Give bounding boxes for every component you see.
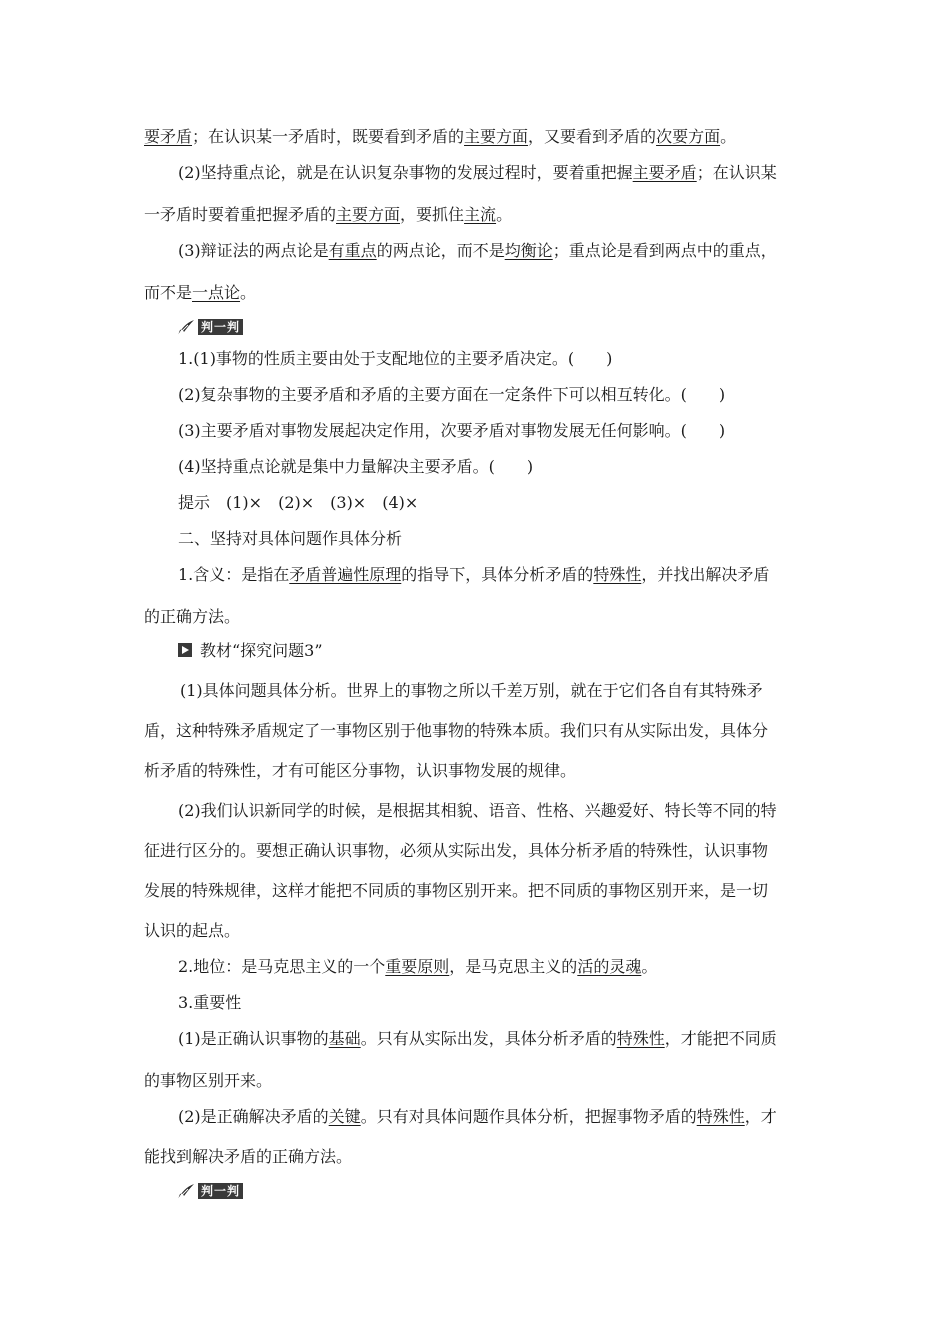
- paragraph-line: 一矛盾时要着重把握矛盾的主要方面，要抓住主流。: [144, 205, 513, 224]
- section-heading: 3.重要性: [178, 993, 242, 1012]
- badge-label: 判一判: [198, 319, 243, 335]
- underlined-term: 关键: [328, 1107, 361, 1126]
- paragraph-line: (1)是正确认识事物的基础。只有从实际出发，具体分析矛盾的特殊性，才能把不同质: [178, 1029, 777, 1048]
- section-heading: 二、坚持对具体问题作具体分析: [178, 529, 403, 548]
- play-icon: [178, 643, 192, 657]
- paragraph-line: 的事物区别开来。: [144, 1071, 273, 1090]
- judge-badge: [176, 318, 243, 336]
- underlined-term: 次要方面: [656, 127, 721, 146]
- paragraph-line: (2)坚持重点论，就是在认识复杂事物的发展过程时，要着重把握主要矛盾；在认识某: [178, 163, 777, 182]
- underlined-term: 要矛盾: [144, 127, 193, 146]
- paragraph-line: 能找到解决矛盾的正确方法。: [144, 1147, 353, 1166]
- paragraph-line: 析矛盾的特殊性，才有可能区分事物，认识事物发展的规律。: [144, 761, 577, 780]
- paragraph-line: (3)辩证法的两点论是有重点的两点论，而不是均衡论；重点论是看到两点中的重点，: [178, 241, 777, 260]
- badge-label: 判一判: [198, 1183, 243, 1199]
- underlined-term: 主要矛盾: [632, 163, 697, 182]
- question-item: (3)主要矛盾对事物发展起决定作用，次要矛盾对事物发展无任何影响。( ): [178, 421, 726, 440]
- underlined-term: 一点论: [192, 283, 241, 302]
- underlined-term: 主要方面: [464, 127, 529, 146]
- paragraph-line: 盾，这种特殊矛盾规定了一事物区别于他事物的特殊本质。我们只有从实际出发，具体分: [144, 721, 769, 740]
- paragraph-line: 要矛盾；在认识某一矛盾时，既要看到矛盾的主要方面，又要看到矛盾的次要方面。: [144, 127, 737, 146]
- question-item: (2)复杂事物的主要矛盾和矛盾的主要方面在一定条件下可以相互转化。( ): [178, 385, 726, 404]
- paragraph-line: 征进行区分的。要想正确认识事物，必须从实际出发，具体分析矛盾的特殊性，认识事物: [144, 841, 769, 860]
- underlined-term: 特殊性: [593, 565, 642, 584]
- underlined-term: 矛盾普遍性原理: [289, 565, 402, 584]
- question-item: 1.(1)事物的性质主要由处于支配地位的主要矛盾决定。( ): [178, 349, 613, 368]
- paragraph-line: 2.地位：是马克思主义的一个重要原则，是马克思主义的活的灵魂。: [178, 957, 658, 976]
- underlined-term: 活的灵魂: [577, 957, 642, 976]
- underlined-term: 主流: [464, 205, 497, 224]
- underlined-term: 特殊性: [696, 1107, 745, 1126]
- paragraph-line: (2)是正确解决矛盾的关键。只有对具体问题作具体分析，把握事物矛盾的特殊性，才: [178, 1107, 777, 1126]
- judge-badge: [176, 1182, 243, 1200]
- paragraph-line: 认识的起点。: [144, 921, 241, 940]
- underlined-term: 重要原则: [385, 957, 450, 976]
- paragraph-line: (1)具体问题具体分析。世界上的事物之所以千差万别，就在于它们各自有其特殊矛: [180, 681, 763, 700]
- quill-icon: [176, 318, 198, 336]
- textbook-heading: 教材“探究问题3”: [178, 640, 323, 662]
- question-item: (4)坚持重点论就是集中力量解决主要矛盾。( ): [178, 457, 534, 476]
- paragraph-line: (2)我们认识新同学的时候，是根据其相貌、语音、性格、兴趣爱好、特长等不同的特: [178, 801, 777, 820]
- paragraph-line: 而不是一点论。: [144, 283, 257, 302]
- underlined-term: 特殊性: [616, 1029, 665, 1048]
- paragraph-line: 1.含义：是指在矛盾普遍性原理的指导下，具体分析矛盾的特殊性，并找出解决矛盾: [178, 565, 770, 584]
- underlined-term: 均衡论: [504, 241, 553, 260]
- quill-icon: [176, 1182, 198, 1200]
- paragraph-line: 的正确方法。: [144, 607, 241, 626]
- paragraph-line: 发展的特殊规律，这样才能把不同质的事物区别开来。把不同质的事物区别开来，是一切: [144, 881, 769, 900]
- underlined-term: 基础: [328, 1029, 361, 1048]
- underlined-term: 有重点: [328, 241, 377, 260]
- answer-hint: 提示 (1)× (2)× (3)× (4)×: [178, 493, 419, 512]
- underlined-term: 主要方面: [336, 205, 401, 224]
